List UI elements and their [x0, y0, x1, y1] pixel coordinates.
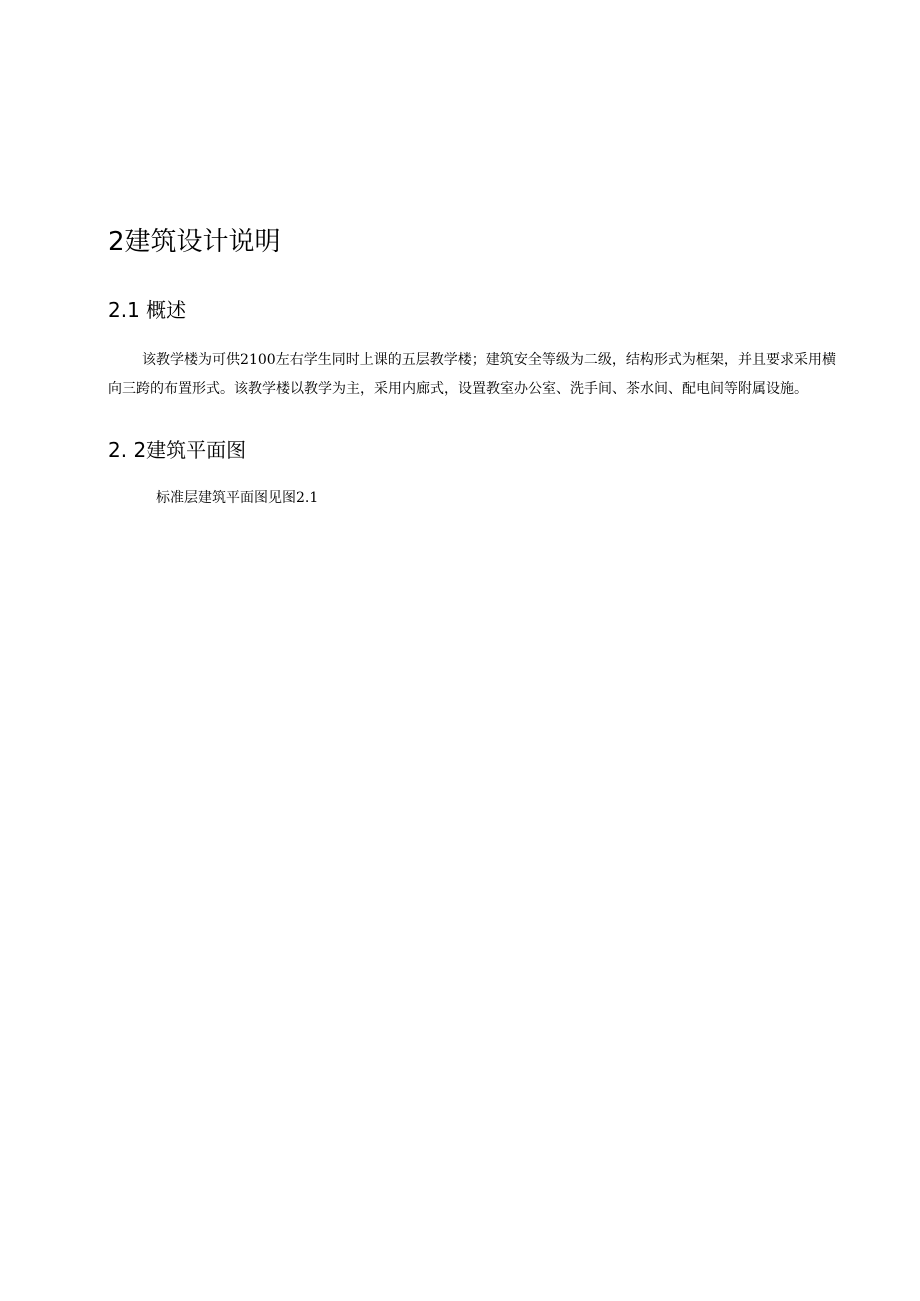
document-content: [108, 224, 836, 510]
section-heading-floor-plan: 2. 2建筑平面图: [108, 438, 247, 462]
section-body-floor-plan: 标准层建筑平面图见图2.1: [156, 490, 319, 506]
chapter-title: 2建筑设计说明: [108, 227, 281, 257]
section-body-overview: 该教学楼为可供2100左右学生同时上课的五层教学楼；建筑安全等级为二级，结构形式为框架，并且要求采用横向三跨的布置形式。该教学楼以教学为主，采用内廊式，设置教室办公室、洗手间、茶水间、配电间等附属设施。: [108, 352, 836, 397]
section-heading-overview: 2.1 概述: [108, 298, 187, 322]
